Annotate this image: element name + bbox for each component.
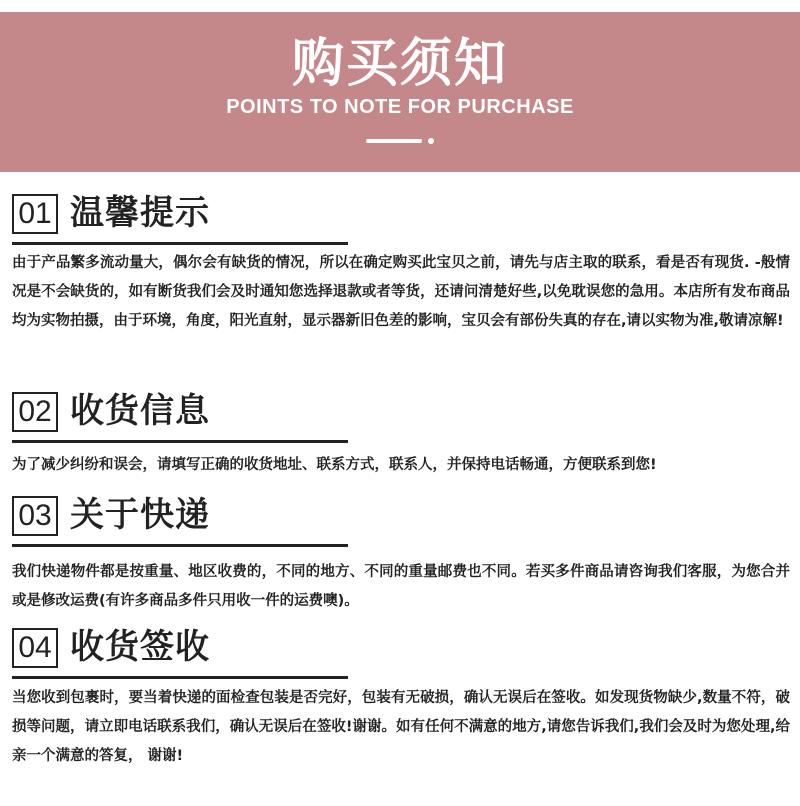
section-title: 收货信息 (70, 391, 210, 431)
section-header (0, 624, 800, 682)
section-warm-tips (0, 190, 800, 336)
section-underline (12, 242, 348, 245)
section-number: 02 (12, 392, 58, 432)
section-about-express (0, 492, 800, 616)
section-number: 04 (12, 628, 58, 668)
section-header (0, 388, 800, 446)
section-header (0, 190, 800, 248)
section-delivery-info (0, 388, 800, 480)
section-body: 当您收到包裹时，要当着快递的面检查包装是否完好，包装有无破损，确认无误后在签收。如发现货物缺少,数量不符，破损等问题，请立即电话联系我们，确认无误后在签收!谢谢。如有任何不满意的地方,请您告诉我们,我们会及时为您处理,给亲一个满意的答复， 谢谢! (12, 690, 790, 764)
section-underline (12, 544, 348, 547)
page-title: 购买须知 (291, 33, 508, 94)
section-underline (12, 676, 348, 679)
section-header (0, 492, 800, 550)
section-body: 由于产品繁多流动量大，偶尔会有缺货的情况，所以在确定购买此宝贝之前，请先与店主取的联系，看是否有现货. -般情况是不会缺货的，如有断货我们会及时通知您选择退款或者等货，还请问清楚好些,以免耽误您的急用。本店所有发布商品均为实物拍摄，由于环境，角度，阳光直射，显示器新旧色差的影响，宝贝会有部份失真的存在,请以实物为准,敬请凉解! (12, 255, 790, 329)
section-number: 01 (12, 194, 58, 234)
section-body: 为了减少纠纷和误会，请填写正确的收货地址、联系方式，联系人，并保持电话畅通，方便联系到您! (12, 457, 657, 473)
divider-bar (366, 139, 422, 143)
header-banner (0, 12, 800, 172)
page-subtitle: POINTS TO NOTE FOR PURCHASE (226, 96, 574, 118)
section-title: 关于快递 (70, 495, 210, 535)
section-title: 温馨提示 (70, 193, 210, 233)
section-title: 收货签收 (70, 627, 210, 667)
decorative-divider (366, 139, 438, 145)
section-body: 我们快递物件都是按重量、地区收费的，不同的地方、不同的重量邮费也不同。若买多件商品请咨询我们客服，为您合并或是修改运费(有许多商品多件只用收一件的运费噢)。 (12, 564, 790, 609)
section-underline (12, 440, 348, 443)
section-receipt-signing (0, 624, 800, 771)
section-number: 03 (12, 496, 58, 536)
divider-dot (428, 138, 434, 144)
